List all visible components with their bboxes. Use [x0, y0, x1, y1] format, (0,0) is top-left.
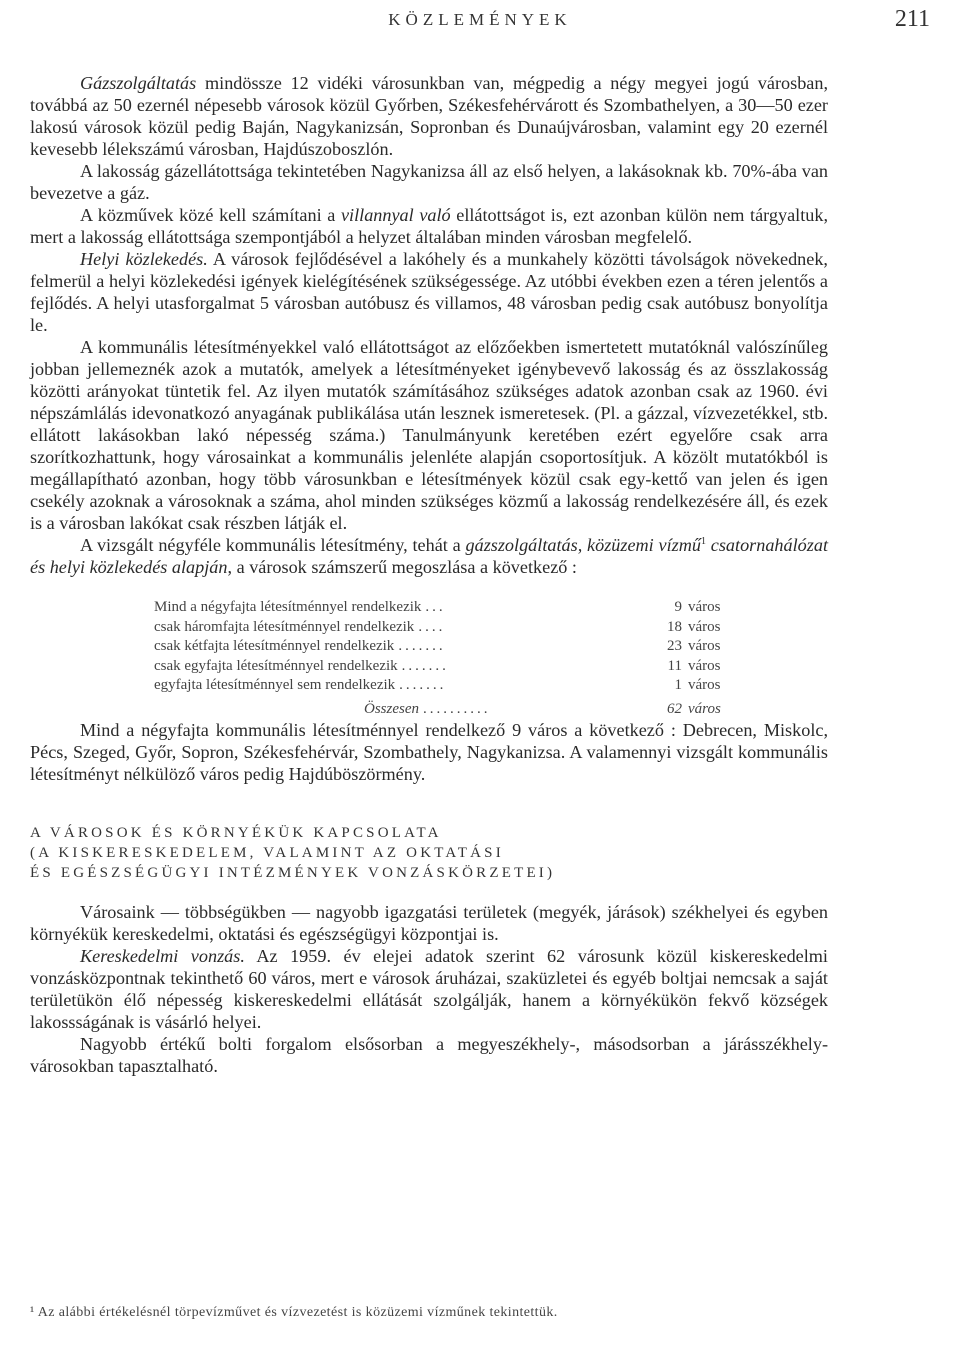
section-body — [30, 901, 828, 1077]
paragraph-cities-list: Mind a négyfajta kommunális létesítménnyel rendelkező 9 város a következő : Debrecen, Miskolc, Pécs, Szeged, Győr, Sopron, Székesfehérvár, Szombathely, Nagykanizsa. A valamennyi vizsgált kommunális létesítményt nélkülöző város pedig Hajdúböszörmény. — [30, 720, 828, 784]
section-heading-line: (A KISKERESKEDELEM, VALAMINT AZ OKTATÁSI — [30, 845, 504, 861]
list-item-unit: város — [688, 599, 721, 615]
list-item-unit: város — [688, 677, 721, 693]
list-item — [154, 618, 734, 638]
list-item-label: Mind a négyfajta létesítménnyel rendelkezik — [154, 599, 422, 615]
list-total-unit: város — [688, 700, 721, 717]
paragraph-text: ellátottságot is, ezt azonban külön nem tárgyaltuk, mert a lakosság ellátottsága szempontjából a helyzet általában minden városban megfelelő. — [30, 205, 829, 247]
paragraph-local-transport — [30, 248, 828, 336]
paragraph-text: , a városok számszerű megoszlása a következő : — [227, 557, 577, 577]
emphasis-text: csatornahálózat és helyi közlekedés alapján — [30, 535, 828, 577]
list-item-unit: város — [688, 618, 721, 635]
leader-dots: ....... — [401, 657, 449, 674]
list-item — [154, 598, 734, 618]
page-number: 211 — [894, 6, 930, 32]
section-heading — [30, 823, 828, 883]
list-total-label: Összesen — [364, 700, 419, 717]
footnote-mark: ¹ — [30, 1305, 35, 1320]
emphasis-text: villannyal való — [340, 205, 451, 225]
leader-dots: ... — [425, 599, 446, 615]
section-heading-line: A VÁROSOK ÉS KÖRNYÉKÜK KAPCSOLATA — [30, 825, 442, 841]
list-item-count: 18 — [667, 618, 682, 635]
leader-dots: ....... — [399, 677, 447, 693]
list-item-unit: város — [688, 638, 721, 654]
list-item-label: csak háromfajta létesítménnyel rendelkezik — [154, 618, 415, 635]
paragraph-gas-supply: A lakosság gázellátottsága tekintetében Nagykanizsa áll az első helyen, a lakásoknak kb. 70%-ába van bevezetve a gáz. — [30, 161, 828, 203]
footnote-text: Az alábbi értékelésnél törpevízművet és vízvezetést is közüzemi vízműnek tekintettük. — [34, 1305, 558, 1320]
paragraph-distribution-intro — [30, 534, 828, 578]
paragraph-text: mindössze 12 vidéki városunkban van, mégpedig a négy megyei jogú városban, továbbá az 50 ezernél népesebb városok közül Győrben, Székesfehérvárott és Szombathelyen, a 30—50 ezer lakosú városok közül pedig Baján, Nagykanizsán, Sopronban és Dunaújvárosban, valamint egy 20 ezernél kevesebb lélekszámú városban, Hajdúszoboszlón. — [30, 73, 828, 159]
paragraph-commercial-attraction — [30, 945, 828, 1033]
paragraph-text: A közművek közé kell számítani a — [80, 205, 341, 225]
list-item — [154, 657, 734, 677]
body-text — [30, 72, 828, 1077]
footnote — [30, 1304, 850, 1322]
run-in-heading: Helyi közlekedés. — [80, 249, 208, 269]
list-item-count: 1 — [674, 677, 682, 693]
run-in-heading: Kereskedelmi vonzás. — [80, 946, 245, 966]
list-item-unit: város — [688, 657, 721, 674]
page-header — [30, 6, 930, 36]
footnote-reference: 1 — [700, 535, 706, 547]
list-item — [154, 676, 734, 696]
emphasis-text: gázszolgáltatás, közüzemi vízmű — [465, 535, 701, 555]
leader-dots: .......... — [423, 700, 491, 717]
list-item-label: csak egyfajta létesítménnyel rendelkezik — [154, 657, 398, 674]
paragraph-regional-centers: Városaink — többségükben — nagyobb igazgatási területek (megyék, járások) székhelyei és egyben környékük kereskedelmi, oktatási és egészségügyi központjai is. — [30, 902, 828, 944]
paragraph-retail-turnover: Nagyobb értékű bolti forgalom elsősorban a megyeszékhely-, másodsorban a járásszékhely-városokban tapasztalható. — [30, 1034, 828, 1076]
leader-dots: .... — [418, 618, 446, 635]
run-in-heading: Gázszolgáltatás — [80, 73, 197, 93]
paragraph-electricity — [30, 204, 828, 248]
paragraph-text: A vizsgált négyféle kommunális létesítmény, tehát a — [80, 535, 466, 555]
running-head: KÖZLEMÉNYEK — [388, 10, 572, 29]
list-item — [154, 637, 734, 657]
paragraph-text: A városok fejlődésével a lakóhely és a munkahely közötti távolságok növekednek, felmerül a helyi közlekedési igények kielégítésének szükségessége. Az utóbbi években ezen a téren jelentős a fejlődés. A helyi utasforgalmat 5 városban autóbusz és villamos, 48 városban pedig csak autóbusz bonyolítja le. — [30, 249, 828, 335]
list-item-label: csak kétfajta létesítménnyel rendelkezik — [154, 638, 395, 654]
list-item-label: egyfajta létesítménnyel sem rendelkezik — [154, 677, 396, 693]
list-item-count: 11 — [667, 657, 682, 674]
paragraph-gas-service — [30, 72, 828, 160]
list-item-count: 9 — [674, 599, 682, 615]
city-distribution-list — [154, 598, 734, 719]
paragraph-text: Az 1959. év elejei adatok szerint 62 városunk közül kiskereskedelmi vonzásközpontnak tekinthető 60 város, mert e városok áruházai, szaküzletei és egyéb boltjai nemcsak a saját területükön élő népesség kiskereskedelmi ellátását szolgálják, hanem a környékükön fekvő községek lakossságának is vásárló helyei. — [30, 946, 828, 1032]
list-item-count: 23 — [667, 638, 682, 654]
list-total-count: 62 — [667, 700, 682, 717]
leader-dots: ....... — [398, 638, 446, 654]
list-total-row — [154, 700, 734, 720]
paragraph-communal-facilities: A kommunális létesítményekkel való ellátottságot az előzőekben ismertetett mutatóknál valószínűleg jobban jellemeznék azok a mutatók, amelyek a létesítményeket igénybevevő lakosság és az összlakosság közötti arányokat tüntetik fel. Az ilyen mutatók számításához szükséges adatok azonban csak az 1960. évi népszámlálás idevonatkozó anyagának publikálása után lesznek ismeretesek. (Pl. a gázzal, vízvezetékkel, stb. ellátott lakásokban lakó népesség száma.) Tanulmányunk keretében ezért egyelőre csak arra szorítkozhattunk, hogy városainkat a kommunális jelenléte alapján csoportosítjuk. A közölt mutatókból is megállapítható azonban, hogy több városunkban e létesítmények közül csak egy-kettő van jelen és igen csekély azoknak a városoknak a száma, ahol minden szükséges közmű a lakosság rendelkezésére áll, és ezek is a városban lakókat csak részben látják el. — [30, 337, 828, 533]
section-heading-line: ÉS EGÉSZSÉGÜGYI INTÉZMÉNYEK VONZÁSKÖRZETEI) — [30, 865, 556, 881]
